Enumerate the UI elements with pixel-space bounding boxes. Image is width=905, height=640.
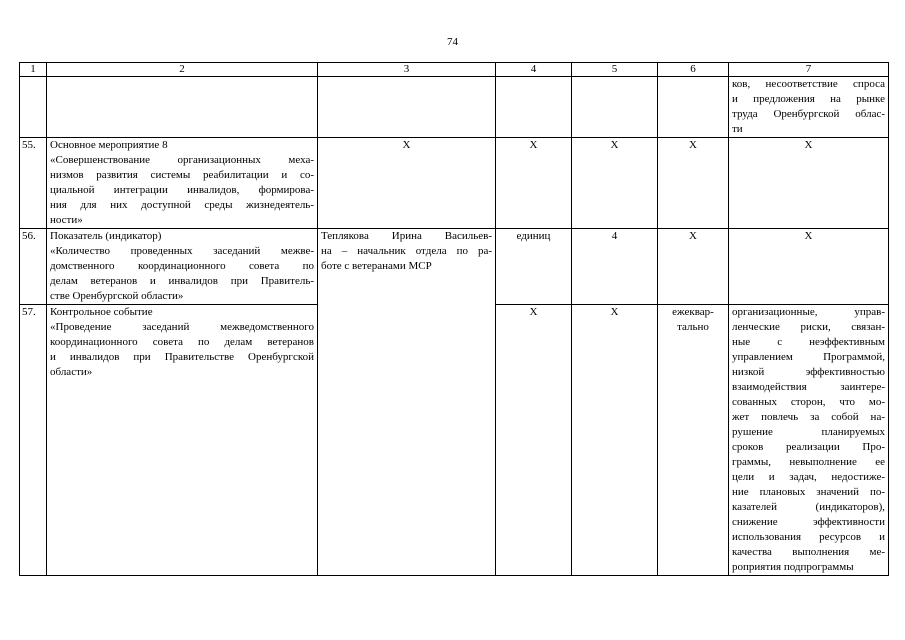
period-line: тально [677,321,709,333]
risk-line: взаимодействия заинтере- [732,381,885,393]
risk-line: казателей (индикаторов), [732,501,885,513]
risk-line: качества выполнения ме- [732,546,885,558]
risk-line: сроков реализации Про- [732,441,885,453]
header-cell: 6 [658,63,729,77]
risk-line: ленческие риски, связан- [732,321,885,333]
responsible-line: на – начальник отдела по ра- [321,245,492,257]
cell-value: Х [572,138,658,229]
cell-risks [729,77,889,138]
measure-line: домственного координационного совета по [50,260,314,272]
header-cell: 3 [318,63,496,77]
cell-measure [47,77,318,138]
cell-measure [47,305,318,576]
table-row-continued [20,77,889,138]
row-number: 57. [20,305,47,576]
risk-line: организационные, управ- [732,306,885,318]
measure-line: области» [50,366,93,378]
risk-line: низкой эффективностью [732,366,885,378]
risk-line: роприятия подпрограммы [732,561,854,573]
table-row-55 [20,138,889,229]
cell-risks: Х [729,229,889,305]
cell-responsible [318,77,496,138]
cell-responsible: Х [318,138,496,229]
row-number: 55. [20,138,47,229]
responsible-line: Теплякова Ирина Васильев- [321,230,492,242]
header-cell: 2 [47,63,318,77]
cell-risks [729,305,889,576]
risk-line: ние плановых значений по- [732,486,885,498]
cell-measure [47,229,318,305]
cell-risks: Х [729,138,889,229]
page-number: 74 [447,36,458,48]
cell-num [20,77,47,138]
responsible-line: боте с ветеранами МСР [321,260,432,272]
risk-line: цели и задач, недостиже- [732,471,885,483]
header-cell: 4 [496,63,572,77]
measure-line: «Количество проведенных заседаний межве- [50,245,314,257]
cell-period [658,77,729,138]
period-line: ежеквар- [672,306,714,318]
measure-title: Контрольное событие [50,306,153,318]
risk-line: ные с неэффективным [732,336,885,348]
risk-line: ков, несоответствие спроса [732,78,885,90]
measure-line: ния для них доступной среды жизнедеятель- [50,199,314,211]
cell-value: Х [572,305,658,576]
cell-period [658,305,729,576]
risk-line: жет повлечь за собой на- [732,411,885,423]
header-row [20,63,889,77]
measure-line: стве Оренбургской области» [50,290,184,302]
cell-period: Х [658,138,729,229]
cell-measure [47,138,318,229]
cell-unit: Х [496,138,572,229]
risk-line: труда Оренбургской облас- [732,108,885,120]
cell-period: Х [658,229,729,305]
measure-line: «Проведение заседаний межведомственного [50,321,314,333]
cell-unit [496,77,572,138]
risk-line: рушение планируемых [732,426,885,438]
measure-line: «Совершенствование организационных меха- [50,154,314,166]
risk-line: снижение эффективности [732,516,885,528]
measure-title: Основное мероприятие 8 [50,139,168,151]
risk-line: управлением Программой, [732,351,885,363]
measure-line: и инвалидов при Правительстве Оренбургской [50,351,314,363]
measure-line: ности» [50,214,83,226]
risk-line: сованных сторон, что мо- [732,396,885,408]
risk-line: использования ресурсов и [732,531,885,543]
header-cell: 7 [729,63,889,77]
risk-line: граммы, невыполнение ее [732,456,885,468]
measure-line: низмов развития системы реабилитации и со- [50,169,314,181]
measure-line: координационного совета по делам ветеранов [50,336,314,348]
row-number: 56. [20,229,47,305]
cell-value [572,77,658,138]
cell-unit: Х [496,305,572,576]
risk-line: и предложения на рынке [732,93,885,105]
measure-title: Показатель (индикатор) [50,230,162,242]
measure-line: циальной интеграции инвалидов, формирова- [50,184,314,196]
table-row-56 [20,229,889,305]
measures-table [19,62,889,576]
cell-unit: единиц [496,229,572,305]
measure-line: делам ветеранов и инвалидов при Правитель- [50,275,314,287]
risk-line: ти [732,123,743,135]
cell-value: 4 [572,229,658,305]
header-cell: 1 [20,63,47,77]
cell-responsible [318,229,496,576]
header-cell: 5 [572,63,658,77]
